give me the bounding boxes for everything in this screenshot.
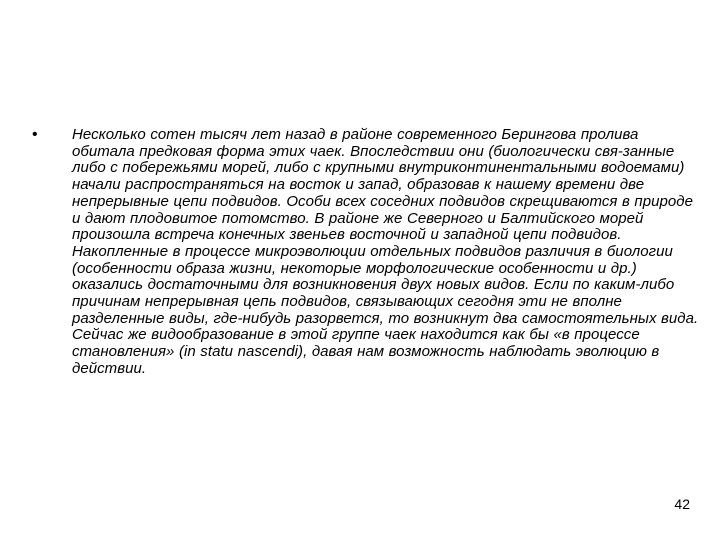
bullet-paragraph: Несколько сотен тысяч лет назад в районе современного Берингова пролива обитала предковая форма этих чаек. Впоследствии они (биологически свя-занные либо с побережьями морей, либо с крупными внутриконтинентальными водоемами) начали распространяться на восток и запад, образовав к нашему времени две непрерывные цепи подвидов. Особи всех соседних подвидов скрещиваются в природе и дают плодовитое потомство. В районе же Северного и Балтийского морей произошла встреча конечных звеньев восточной и западной цепи подвидов. Накопленные в процессе микроэволюции отдельных подвидов различия в биологии (особенности образа жизни, некоторые морфологические особенности и др.) оказались достаточными для возникновения двух новых видов. Если по каким-либо причинам непрерывная цепь подвидов, связывающих сегодня эти не вполне разделенные виды, где-нибудь разорвется, то возникнут два самостоятельных вида. Сейчас же видообразование в этой группе чаек находится как бы «в процессе становления» (in statu nascendi), давая нам возможность наблюдать эволюцию в действии. [72, 126, 699, 377]
bullet-marker: • [32, 126, 38, 143]
page-number: 42 [674, 496, 690, 512]
